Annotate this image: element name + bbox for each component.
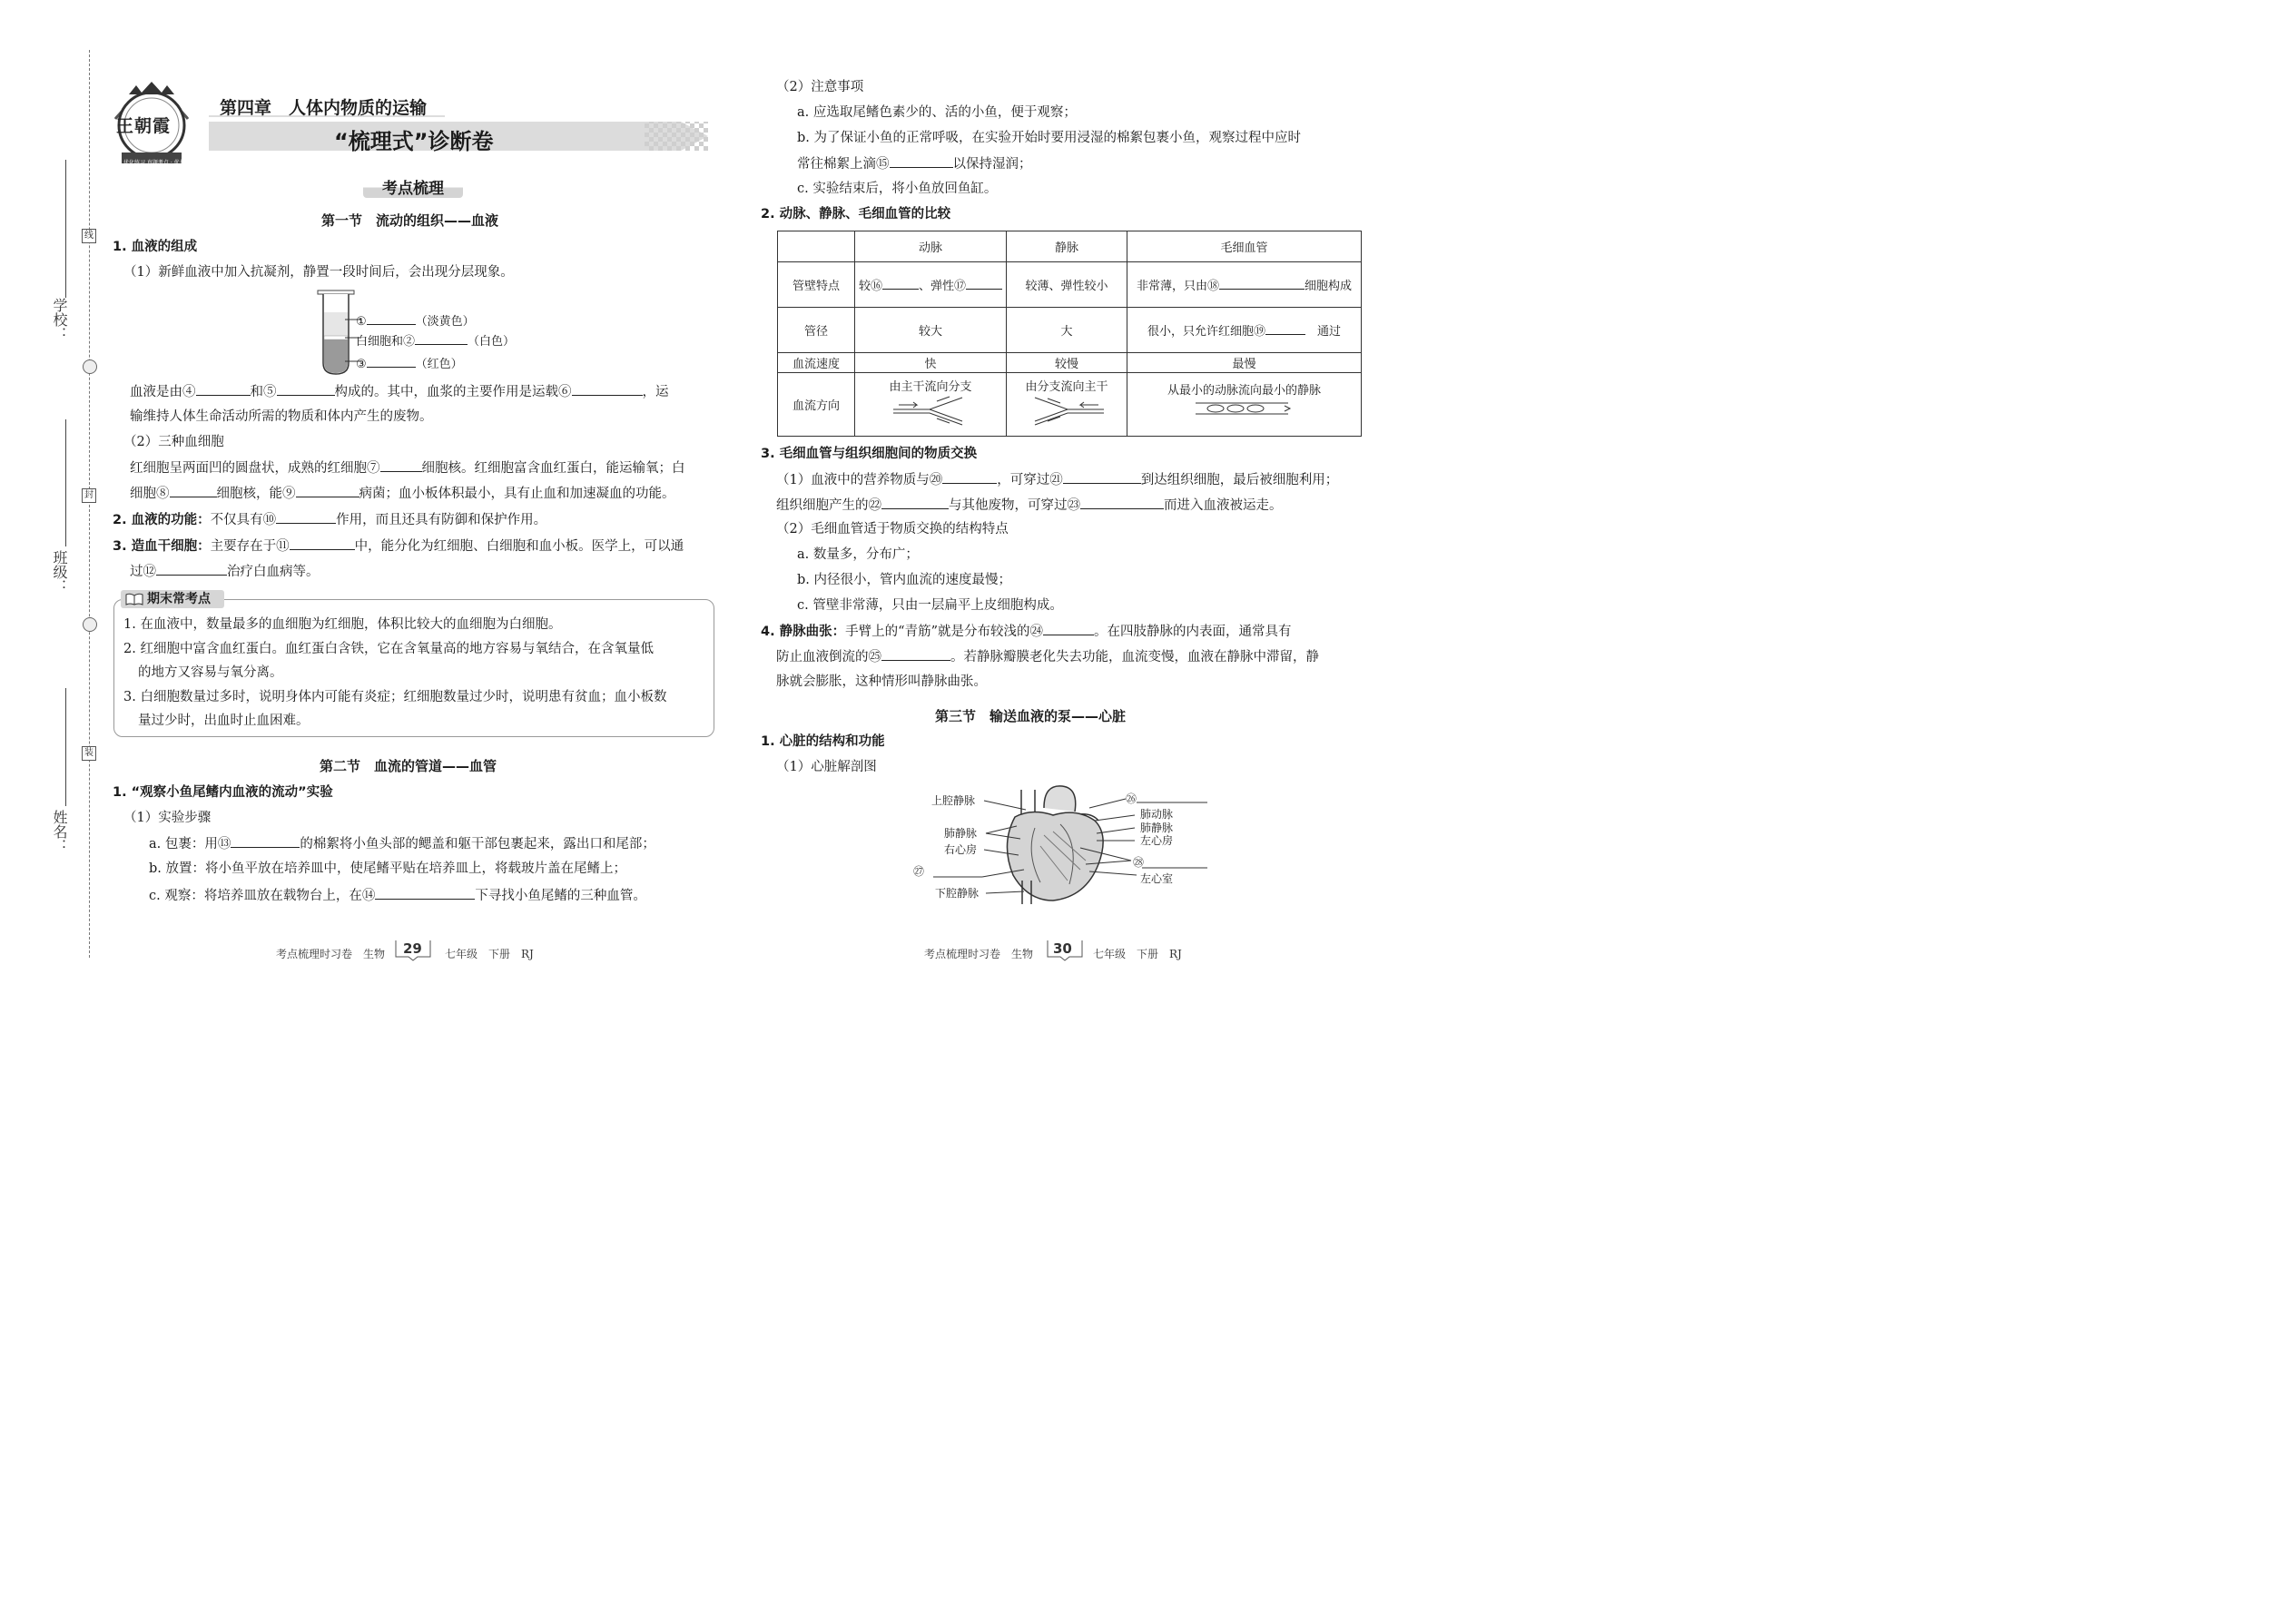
para-exchange-2 bbox=[776, 496, 1283, 515]
para-varicose bbox=[761, 622, 1291, 641]
cell-vein-speed: 较慢 bbox=[1007, 353, 1127, 373]
text: 通过 bbox=[1317, 325, 1342, 339]
text: 而进入血液被运走。 bbox=[1164, 498, 1283, 513]
binding-tag-feng: 封 bbox=[82, 488, 96, 503]
blank-21[interactable] bbox=[1063, 470, 1141, 484]
cell-capillary-speed: 最慢 bbox=[1127, 353, 1362, 373]
table-header-cell bbox=[778, 231, 855, 262]
tube-label-3-color: （红色） bbox=[415, 358, 463, 371]
tube-label-2-num: 白细胞和② bbox=[356, 335, 416, 349]
text: 从最小的动脉流向最小的静脉 bbox=[1167, 384, 1322, 398]
heading-heart: 1. 心脏的结构和功能 bbox=[761, 734, 885, 749]
table-row bbox=[778, 353, 1362, 373]
blank-15[interactable] bbox=[890, 154, 953, 168]
row-label-speed: 血流速度 bbox=[778, 353, 855, 373]
text: 。在四肢静脉的内表面，通常具有 bbox=[1093, 625, 1292, 639]
text: 组织细胞产生的㉒ bbox=[776, 498, 881, 513]
text: 作用，而且还具有防御和保护作用。 bbox=[336, 513, 547, 527]
class-field[interactable] bbox=[65, 419, 66, 546]
text: 和⑤ bbox=[250, 385, 277, 399]
row-label-direction: 血流方向 bbox=[778, 373, 855, 437]
blank-16[interactable] bbox=[882, 276, 919, 290]
text: 2. 血液的功能： bbox=[113, 513, 211, 527]
tip-1: 1. 在血液中，数量最多的血细胞为红细胞，体积比较大的血细胞为白细胞。 bbox=[123, 617, 562, 632]
tube-label-2-color: （白色） bbox=[468, 335, 516, 349]
page-number-left: 29 bbox=[403, 940, 422, 957]
binding-hole-mark bbox=[83, 617, 97, 632]
tube-label-wbc bbox=[356, 331, 515, 351]
vessel-comparison-table bbox=[777, 231, 1362, 437]
blank-22[interactable] bbox=[881, 496, 949, 509]
text: 3. 造血干细胞： bbox=[113, 539, 211, 554]
blank-11[interactable] bbox=[290, 536, 355, 550]
blank-8[interactable] bbox=[170, 484, 217, 497]
heading-vessel-compare: 2. 动脉、静脉、毛细血管的比较 bbox=[761, 207, 951, 221]
heading-exchange: 3. 毛细血管与组织细胞间的物质交换 bbox=[761, 447, 978, 461]
text: 由分支流向主干 bbox=[1025, 380, 1108, 394]
page-number-right: 30 bbox=[1053, 940, 1072, 957]
text: 很小，只允许红细胞⑲ bbox=[1147, 325, 1265, 339]
para-blood-function bbox=[113, 510, 546, 529]
capillary-flow-diagram bbox=[1190, 398, 1299, 419]
text: 。若静脉瓣膜老化失去功能，血流变慢，血液在静脉中滞留，静 bbox=[950, 650, 1319, 664]
binding-tag-zhuang: 装 bbox=[82, 746, 96, 761]
text: 防止血液倒流的㉕ bbox=[776, 650, 881, 664]
artery-flow-diagram bbox=[890, 394, 971, 425]
feature-c: c. 管壁非常薄，只由一层扁平上皮细胞构成。 bbox=[797, 598, 1063, 613]
exam-tips-title: 期末常考点 bbox=[147, 592, 211, 606]
text: ，可穿过㉑ bbox=[997, 473, 1063, 487]
footer-right-grade: 七年级 下册 RJ bbox=[1093, 948, 1182, 960]
heart-label-28: ㉘ bbox=[1133, 856, 1145, 869]
school-label: 学校： bbox=[51, 298, 68, 341]
feature-a: a. 数量多，分布广； bbox=[797, 547, 919, 562]
heart-label-pv-left: 肺静脉 bbox=[944, 827, 978, 840]
brand-logo-tagline: 优化练习 真题考点 · 优长练上 · 勤光满天 bbox=[123, 160, 223, 166]
note-b: b. 为了保证小鱼的正常呼吸，在实验开始时要用浸湿的棉絮包裹小鱼，观察过程中应时 bbox=[797, 131, 1301, 145]
text: 、弹性⑰ bbox=[919, 280, 967, 293]
text: 细胞核。红细胞富含血红蛋白，能运输氧；白 bbox=[421, 461, 685, 476]
para-exchange-1 bbox=[776, 470, 1338, 489]
tip-3: 3. 白细胞数量过多时，说明身体内可能有炎症；红细胞数量过少时，说明患有贫血；血小板数 bbox=[123, 690, 667, 704]
table-row bbox=[778, 373, 1362, 437]
section-heading: 考点梳理 bbox=[382, 180, 444, 198]
binding-hole-mark bbox=[83, 359, 97, 374]
text: 细胞⑧ bbox=[130, 487, 170, 501]
cell-capillary-direction bbox=[1127, 373, 1362, 437]
table-row bbox=[778, 308, 1362, 353]
heart-label-svc: 上腔静脉 bbox=[931, 794, 976, 807]
table-header-cell: 静脉 bbox=[1007, 231, 1127, 262]
text: 过⑫ bbox=[130, 565, 156, 579]
para-blood-parts bbox=[130, 382, 669, 401]
para-wbc bbox=[130, 484, 675, 503]
para-three-cells: （2）三种血细胞 bbox=[123, 435, 224, 449]
text: 的棉絮将小鱼头部的鳃盖和躯干部包裹起来，露出口和尾部； bbox=[300, 837, 655, 851]
text: 血液是由④ bbox=[130, 385, 196, 399]
text: 中，能分化为红细胞、白细胞和血小板。医学上，可以通 bbox=[354, 539, 684, 554]
paper-title: “梳理式”诊断卷 bbox=[334, 129, 494, 154]
table-header-row bbox=[778, 231, 1362, 262]
blank-20[interactable] bbox=[942, 470, 997, 484]
text: 由主干流向分支 bbox=[889, 380, 972, 394]
text: 与其他废物，可穿过㉓ bbox=[949, 498, 1080, 513]
binding-tag-xian: 线 bbox=[82, 229, 96, 243]
blank-23[interactable] bbox=[1080, 496, 1164, 509]
note-a: a. 应选取尾鳍色素少的、活的小鱼，便于观察； bbox=[797, 105, 1077, 120]
school-field[interactable] bbox=[65, 160, 66, 298]
heart-label-27: ㉗ bbox=[913, 865, 925, 878]
heading-blood-composition: 1. 血液的组成 bbox=[113, 240, 198, 254]
tip-2: 2. 红细胞中富含血红蛋白。血红蛋白含铁，它在含氧量高的地方容易与氧结合，在含氧量低 bbox=[123, 642, 654, 656]
row-label-diameter: 管径 bbox=[778, 308, 855, 353]
section-2-title: 第二节 血流的管道——血管 bbox=[320, 758, 497, 774]
tube-label-plasma bbox=[356, 311, 475, 331]
name-field[interactable] bbox=[65, 688, 66, 806]
text: 下寻找小鱼尾鳍的三种血管。 bbox=[475, 889, 646, 903]
text: 构成的。其中，血浆的主要作用是运载⑥ bbox=[334, 385, 572, 399]
cell-capillary-wall bbox=[1127, 262, 1362, 308]
para-stem-cell-cont bbox=[130, 562, 320, 581]
footer-left-grade: 七年级 下册 RJ bbox=[445, 948, 534, 960]
cell-artery-wall bbox=[855, 262, 1007, 308]
para-layering: （1）新鲜血液中加入抗凝剂，静置一段时间后，会出现分层现象。 bbox=[123, 265, 514, 280]
feature-b: b. 内径很小，管内血流的速度最慢； bbox=[797, 573, 1011, 587]
note-b-cont bbox=[797, 154, 1032, 173]
tube-label-1-num: ① bbox=[356, 315, 367, 329]
text: （1）血液中的营养物质与⑳ bbox=[776, 473, 943, 487]
para-varicose-3: 脉就会膨胀，这种情形叫静脉曲张。 bbox=[776, 674, 987, 689]
para-heart-diagram: （1）心脏解剖图 bbox=[776, 760, 877, 774]
page-number-bracket-icon bbox=[394, 939, 432, 960]
heart-label-la: 左心房 bbox=[1140, 834, 1174, 847]
text: 不仅具有⑩ bbox=[210, 513, 277, 527]
text: ，运 bbox=[642, 385, 669, 399]
heart-label-pa: 肺动脉 bbox=[1140, 808, 1174, 821]
text: 主要存在于⑪ bbox=[210, 539, 290, 554]
blank-3[interactable] bbox=[367, 354, 416, 368]
row-label-wall: 管壁特点 bbox=[778, 262, 855, 308]
text: 4. 静脉曲张： bbox=[761, 625, 846, 639]
blank-9[interactable] bbox=[296, 484, 359, 497]
note-c: c. 实验结束后，将小鱼放回鱼缸。 bbox=[797, 182, 998, 196]
blank-12[interactable] bbox=[156, 562, 227, 576]
brand-logo-text: 王朝霞 bbox=[116, 116, 172, 136]
text: 红细胞呈两面凹的圆盘状，成熟的红细胞⑦ bbox=[130, 461, 380, 476]
heart-label-lv: 左心室 bbox=[1140, 872, 1174, 885]
blank-18[interactable] bbox=[1219, 276, 1305, 290]
cell-artery-diameter: 较大 bbox=[855, 308, 1007, 353]
footer-left-subject: 考点梳理时习卷 生物 bbox=[276, 948, 386, 960]
blank-7[interactable] bbox=[380, 458, 422, 472]
para-varicose-2 bbox=[776, 647, 1319, 666]
table-header-cell: 毛细血管 bbox=[1127, 231, 1362, 262]
heart-label-26: ㉖ bbox=[1126, 792, 1137, 805]
table-row bbox=[778, 262, 1362, 308]
name-label: 姓名： bbox=[51, 810, 68, 853]
blank-17[interactable] bbox=[966, 276, 1002, 290]
cell-vein-wall: 较薄、弹性较小 bbox=[1007, 262, 1127, 308]
tube-label-1-color: （淡黄色） bbox=[415, 315, 475, 329]
blank-14[interactable] bbox=[375, 886, 475, 900]
text: a. 包裹：用⑬ bbox=[149, 837, 231, 851]
step-c bbox=[149, 886, 646, 905]
blank-2[interactable] bbox=[415, 331, 468, 345]
blank-10[interactable] bbox=[276, 510, 336, 524]
tip-3-cont: 量过少时，出血时止血困难。 bbox=[138, 714, 310, 728]
blank-25[interactable] bbox=[881, 647, 950, 661]
text: 以保持湿润； bbox=[952, 157, 1032, 172]
cell-artery-direction bbox=[855, 373, 1007, 437]
table-header-cell: 动脉 bbox=[855, 231, 1007, 262]
heart-label-ra: 右心房 bbox=[944, 843, 978, 856]
heading-fish-experiment: 1. “观察小鱼尾鳍内血液的流动”实验 bbox=[113, 785, 333, 800]
footer-right-subject: 考点梳理时习卷 生物 bbox=[924, 948, 1034, 960]
text: 非常薄，只由⑱ bbox=[1137, 280, 1220, 293]
heart-label-pv-right: 肺静脉 bbox=[1140, 822, 1174, 834]
step-b: b. 放置：将小鱼平放在培养皿中，使尾鳍平贴在培养皿上，将载玻片盖在尾鳍上； bbox=[149, 861, 626, 876]
chapter-title: 第四章 人体内物质的运输 bbox=[220, 98, 428, 118]
blank-5[interactable] bbox=[277, 382, 335, 396]
blank-1[interactable] bbox=[367, 311, 416, 325]
class-label: 班级： bbox=[51, 550, 68, 594]
heart-label-ivc: 下腔静脉 bbox=[935, 887, 980, 900]
tube-label-rbc bbox=[356, 354, 463, 374]
text: c. 观察：将培养皿放在载物台上，在⑭ bbox=[149, 889, 376, 903]
text: 细胞构成 bbox=[1305, 280, 1353, 293]
cell-vein-direction bbox=[1007, 373, 1127, 437]
blank-13[interactable] bbox=[231, 834, 300, 848]
blank-4[interactable] bbox=[196, 382, 251, 396]
para-structure: （2）毛细血管适于物质交换的结构特点 bbox=[776, 522, 1009, 536]
cell-artery-speed: 快 bbox=[855, 353, 1007, 373]
binding-dashed-line bbox=[89, 50, 90, 958]
text: 常往棉絮上滴⑮ bbox=[797, 157, 890, 172]
tube-label-3-num: ③ bbox=[356, 358, 367, 371]
text: 细胞核，能⑨ bbox=[216, 487, 296, 501]
book-icon bbox=[125, 593, 143, 605]
para-rbc bbox=[130, 458, 685, 477]
section-3-title: 第三节 输送血液的泵——心脏 bbox=[935, 708, 1127, 724]
para-stem-cell bbox=[113, 536, 684, 556]
blank-19[interactable] bbox=[1265, 321, 1305, 335]
para-blood-parts-cont: 输维持人体生命活动所需的物质和体内产生的废物。 bbox=[130, 409, 433, 424]
cell-capillary-diameter bbox=[1127, 308, 1362, 353]
cell-vein-diameter: 大 bbox=[1007, 308, 1127, 353]
step-a bbox=[149, 834, 655, 853]
section-1-title: 第一节 流动的组织——血液 bbox=[321, 212, 499, 229]
blank-6[interactable] bbox=[572, 382, 643, 396]
text: 手臂上的“青筋”就是分布较浅的㉔ bbox=[845, 625, 1043, 639]
para-steps: （1）实验步骤 bbox=[123, 811, 212, 825]
vein-flow-diagram bbox=[1026, 394, 1108, 425]
text: 治疗白血病等。 bbox=[227, 565, 320, 579]
para-notes: （2）注意事项 bbox=[776, 80, 864, 94]
text: 病菌；血小板体积最小，具有止血和加速凝血的功能。 bbox=[359, 487, 675, 501]
text: 到达组织细胞，最后被细胞利用； bbox=[1140, 473, 1339, 487]
text: 较⑯ bbox=[859, 280, 883, 293]
tip-2-cont: 的地方又容易与氧分离。 bbox=[138, 665, 283, 680]
blank-24[interactable] bbox=[1043, 622, 1094, 635]
